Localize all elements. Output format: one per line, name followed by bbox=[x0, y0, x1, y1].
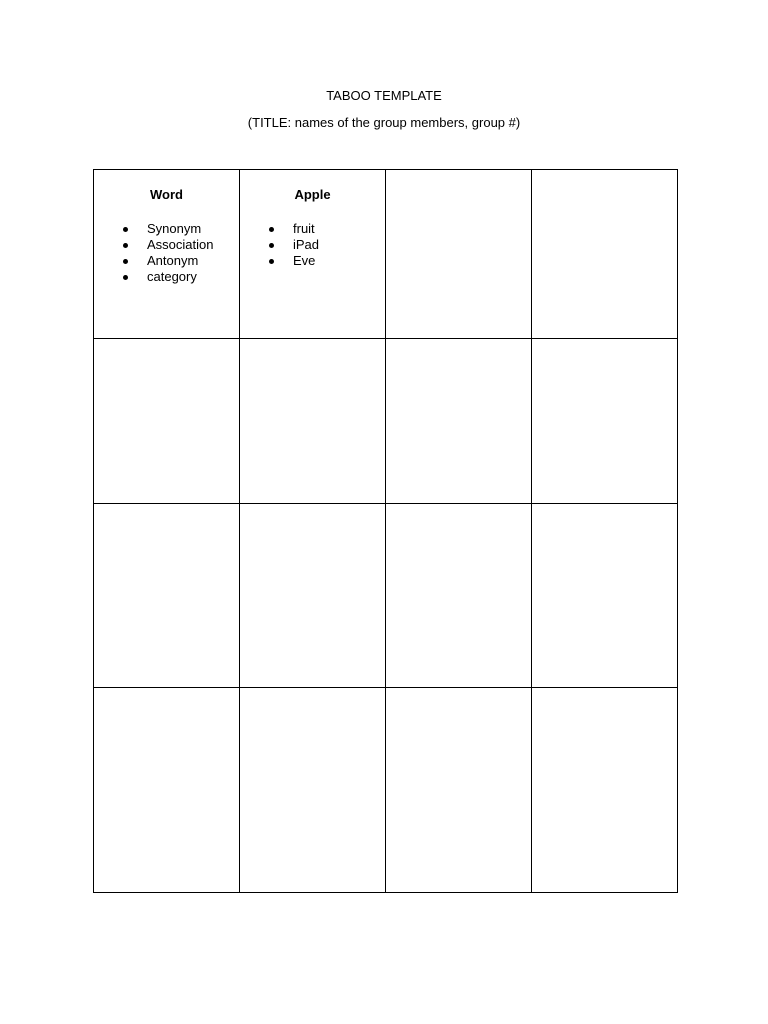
card-cell-empty bbox=[532, 339, 678, 504]
list-item bbox=[265, 253, 385, 269]
bullet-icon bbox=[269, 243, 274, 248]
list-item bbox=[119, 253, 239, 269]
list-item-label: fruit bbox=[293, 221, 315, 236]
list-item bbox=[265, 221, 385, 237]
bullet-icon bbox=[123, 243, 128, 248]
list-item-label: Antonym bbox=[147, 253, 199, 268]
bullet-icon bbox=[269, 227, 274, 232]
card-cell-empty bbox=[94, 339, 240, 504]
card-cell-example-template bbox=[94, 170, 240, 339]
list-item bbox=[119, 237, 239, 253]
grid-row bbox=[94, 504, 678, 688]
card-cell-empty bbox=[386, 688, 532, 893]
card-cell-empty bbox=[94, 504, 240, 688]
list-item bbox=[265, 237, 385, 253]
list-item-label: Association bbox=[147, 237, 214, 252]
card-cell-empty bbox=[386, 170, 532, 339]
card-cell-empty bbox=[240, 688, 386, 893]
grid-row bbox=[94, 688, 678, 893]
card-cell-empty bbox=[240, 339, 386, 504]
card-clue-list bbox=[240, 221, 385, 269]
list-item-label: Synonym bbox=[147, 221, 202, 236]
card-cell-empty bbox=[94, 688, 240, 893]
document-title: TABOO TEMPLATE bbox=[326, 88, 442, 103]
card-cell-empty bbox=[240, 504, 386, 688]
taboo-card-grid bbox=[93, 169, 678, 893]
card-cell-empty bbox=[386, 504, 532, 688]
list-item-label: category bbox=[147, 269, 197, 284]
card-clue-list bbox=[94, 221, 239, 285]
grid-row bbox=[94, 170, 678, 339]
document-subtitle: (TITLE: names of the group members, group #) bbox=[247, 115, 521, 130]
list-item-label: Eve bbox=[293, 253, 316, 268]
list-item bbox=[119, 269, 239, 285]
bullet-icon bbox=[123, 275, 128, 280]
card-cell-empty bbox=[532, 688, 678, 893]
grid-row bbox=[94, 339, 678, 504]
card-cell-example bbox=[240, 170, 386, 339]
list-item bbox=[119, 221, 239, 237]
list-item-label: iPad bbox=[293, 237, 320, 252]
bullet-icon bbox=[269, 259, 274, 264]
bullet-icon bbox=[123, 259, 128, 264]
card-cell-empty bbox=[386, 339, 532, 504]
card-heading: Apple bbox=[294, 187, 331, 202]
card-cell-empty bbox=[532, 170, 678, 339]
bullet-icon bbox=[123, 227, 128, 232]
card-cell-empty bbox=[532, 504, 678, 688]
card-heading: Word bbox=[150, 187, 183, 202]
